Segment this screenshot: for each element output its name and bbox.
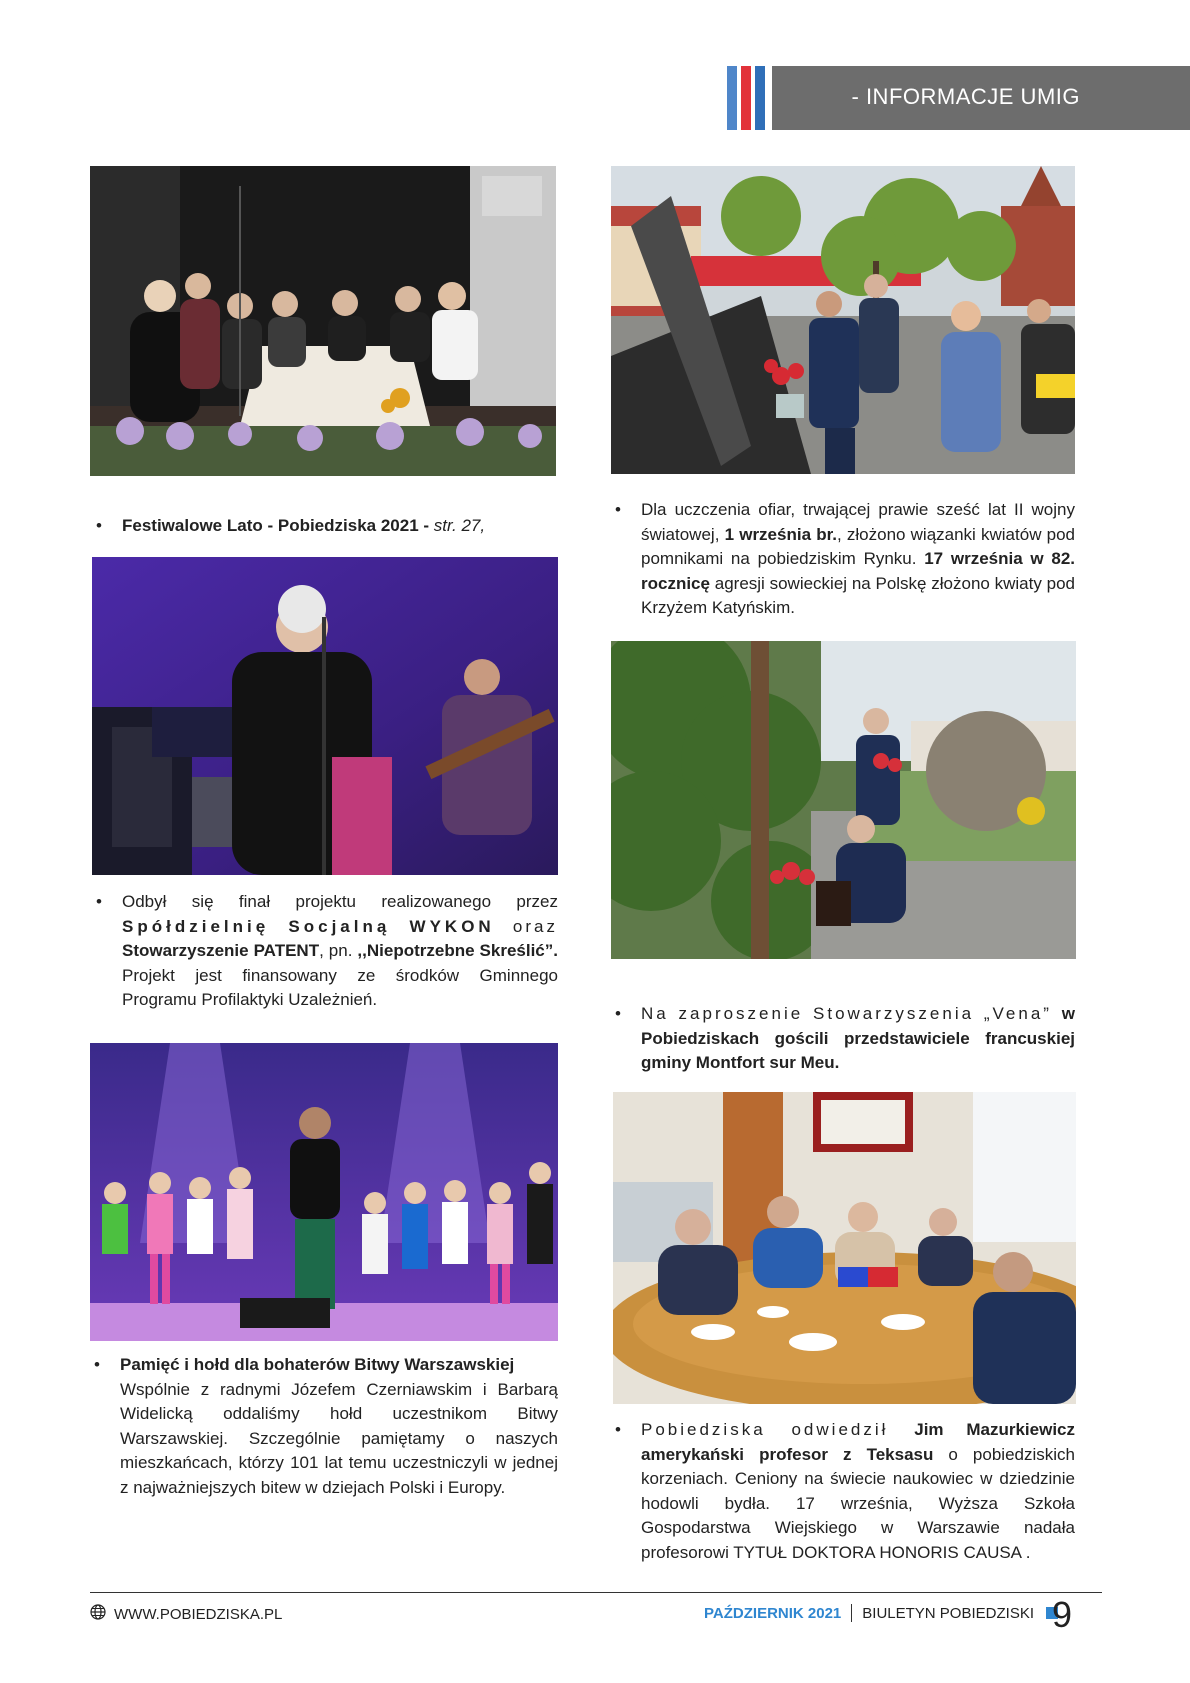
photo-meeting-table [613, 1092, 1076, 1404]
header-stripe-blue [755, 66, 765, 130]
caption-bitwa-title: Pamięć i hołd dla bohaterów Bitwy Warszawskiej [120, 1355, 515, 1374]
bullet: • [615, 1420, 621, 1439]
photo-festival-panel [90, 166, 556, 476]
caption-bold: Jim Mazurkiewicz amerykański profesor z Teksasu [641, 1420, 1075, 1464]
photo-children-stage [90, 1043, 558, 1341]
footer-publication [704, 1604, 1058, 1622]
bullet: • [615, 500, 621, 519]
caption-text: Pobiedziska odwiedził [641, 1420, 915, 1439]
issue-month: PAŹDZIERNIK 2021 [704, 1604, 842, 1622]
caption-bold: w Pobiedziskach gościli przedstawiciele francuskiej gminy Montfort sur Meu. [641, 1004, 1075, 1072]
caption-bold: ,,Niepotrzebne Skreślić”. [357, 941, 558, 960]
caption-bitwa [94, 1353, 558, 1500]
caption-text: Na zaproszenie Stowarzyszenia „Vena” [641, 1004, 1062, 1023]
bullet: • [96, 892, 102, 911]
caption-text: oraz [494, 916, 558, 936]
caption-festiwal-ref: str. 27, [433, 516, 486, 535]
footer-divider [90, 1592, 1102, 1593]
caption-festiwal [96, 514, 522, 539]
caption-final [96, 890, 558, 1013]
caption-festiwal-title: Festiwalowe Lato - Pobiedziska 2021 - [122, 516, 434, 535]
caption-bold: 1 września br. [724, 524, 837, 544]
photo-concert-singer [92, 557, 558, 875]
caption-text: Projekt jest finansowany ze środków Gminnego Programu Profilaktyki Uzależnień. [122, 965, 558, 1009]
page-number: 9 [1052, 1594, 1073, 1635]
bullet: • [94, 1355, 100, 1374]
section-title: - INFORMACJE UMIG [851, 84, 1080, 109]
section-header [772, 66, 1190, 130]
caption-text: , złożono wiązanki kwiatów pod pomnikami na pobiedziskim Rynku. [641, 524, 1076, 568]
caption-text: , pn. [319, 941, 358, 960]
caption-jim [615, 1418, 1075, 1565]
bullet: • [615, 1004, 621, 1023]
caption-vena [615, 1002, 1075, 1076]
caption-bold: Spółdzielnię Socjalną WYKON [122, 916, 495, 936]
footer-website [90, 1604, 282, 1624]
bullet: • [96, 516, 102, 535]
caption-text: Dla uczczenia ofiar, trwającej prawie sześć lat II wojny światowej, [641, 500, 1075, 544]
header-stripe-red [741, 66, 751, 130]
footer-separator [851, 1604, 852, 1622]
publication-name: BIULETYN POBIEDZISKI [862, 1604, 1034, 1622]
caption-bold: 17 września w 82. rocznicę [641, 549, 1075, 593]
header-stripe-blue [727, 66, 737, 130]
caption-text: agresji sowieckiej na Polskę złożono kwiaty pod Krzyżem Katyńskim. [641, 573, 1075, 617]
caption-bitwa-body: Wspólnie z radnymi Józefem Czerniawskim i Barbarą Widelicką oddaliśmy hołd uczestnikom Bitwy Warszawskiej. Szczególnie pamiętamy o naszych mieszkańcach, którzy 101 lat temu uczestniczyli w jednej z najważniejszych bitew w dziejach Polski i Europy. [120, 1379, 558, 1497]
website-link[interactable]: WWW.POBIEDZISKA.PL [114, 1605, 283, 1623]
caption-uczczenie [615, 498, 1076, 621]
caption-bold: Stowarzyszenie PATENT [122, 941, 320, 960]
photo-katyn-cross [611, 641, 1076, 959]
globe-icon [90, 1604, 106, 1624]
photo-monument-wreath [611, 166, 1075, 474]
caption-text: Odbył się finał projektu realizowanego przez [122, 892, 558, 911]
caption-text: o pobiedziskich korzeniach. Ceniony na świecie naukowiec w dziedzinie hodowli bydła. 17 września, Wyższa Szkoła Gospodarstwa Wiejskiego w Warszawie nadała profesorowi TYTUŁ DOKTORA HONORIS CAUSA . [641, 1444, 1075, 1562]
